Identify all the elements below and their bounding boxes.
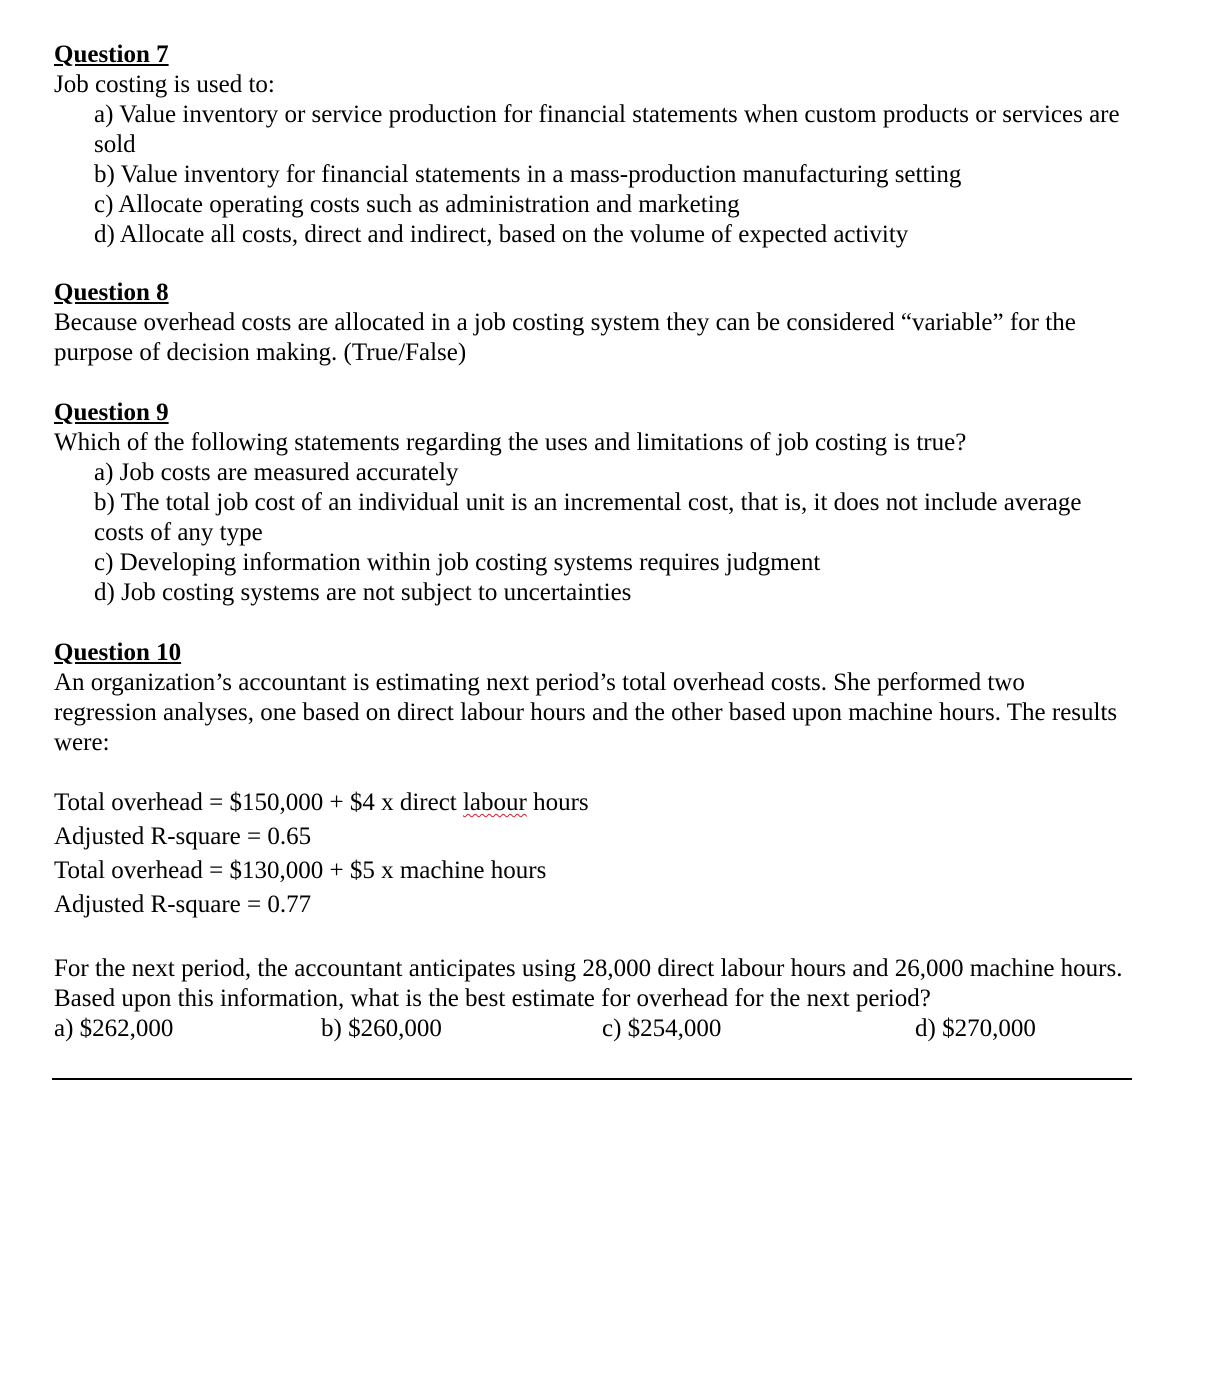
question-9-option-d: d) Job costing systems are not subject to uncertainties (94, 579, 632, 606)
question-7-option-b: b) Value inventory for financial statements in a mass-production manufacturing setting (94, 161, 962, 188)
question-7-stem: Job costing is used to: (54, 71, 275, 98)
question-9-options (54, 458, 1129, 608)
question-10 (54, 638, 1134, 1044)
question-7-option-d: d) Allocate all costs, direct and indirect, based on the volume of expected activity (94, 221, 909, 248)
question-7-option-a: a) Value inventory or service production for financial statements when custom products or services are sold (94, 101, 1120, 158)
question-7-options (54, 100, 1134, 250)
question-10-answer-d: d) $270,000 (915, 1015, 1036, 1042)
question-9-option-c: c) Developing information within job costing systems requires judgment (94, 549, 821, 576)
regression-equation-machine: Total overhead = $130,000 + $5 x machine hours (54, 857, 547, 884)
question-10-prompt: For the next period, the accountant anticipates using 28,000 direct labour hours and 26,000 machine hours. Based upon this information, what is the best estimate for overhead for the next period? (54, 955, 1123, 1012)
question-7-title: Question 7 (54, 41, 169, 68)
question-10-answers (54, 1014, 1134, 1044)
question-9-option-b: b) The total job cost of an individual unit is an incremental cost, that is, it does not include average costs of any type (94, 489, 1082, 546)
question-9-option-a: a) Job costs are measured accurately (94, 459, 459, 486)
question-8-title: Question 8 (54, 279, 169, 306)
question-9-stem: Which of the following statements regarding the uses and limitations of job costing is true? (54, 429, 967, 456)
spellcheck-flagged-word[interactable]: labour (462, 789, 527, 816)
regression-equation-labour-suffix: hours (526, 789, 589, 816)
horizontal-divider (52, 1078, 1132, 1080)
question-9-title: Question 9 (54, 399, 169, 426)
question-10-intro: An organization’s accountant is estimating next period’s total overhead costs. She performed two regression analyses, one based on direct labour hours and the other based upon machine hours. The results were: (54, 669, 1118, 756)
question-8-stem: Because overhead costs are allocated in a job costing system they can be considered “variable” for the purpose of decision making. (True/False) (54, 309, 1076, 366)
regression-results (54, 786, 1134, 922)
question-7-option-c: c) Allocate operating costs such as administration and marketing (94, 191, 740, 218)
question-9 (54, 398, 1129, 608)
document-page (54, 40, 1134, 1042)
question-10-answer-c: c) $254,000 (602, 1015, 722, 1042)
adjusted-r-square-machine: Adjusted R-square = 0.77 (54, 891, 312, 918)
question-10-answer-a: a) $262,000 (54, 1015, 174, 1042)
regression-equation-labour-prefix: Total overhead = $150,000 + $4 x direct (54, 789, 463, 816)
regression-equation-labour (54, 786, 1134, 820)
question-10-title: Question 10 (54, 639, 182, 666)
question-8 (54, 278, 1129, 368)
question-7 (54, 40, 1134, 250)
question-10-answer-b: b) $260,000 (321, 1015, 442, 1042)
adjusted-r-square-labour: Adjusted R-square = 0.65 (54, 823, 312, 850)
